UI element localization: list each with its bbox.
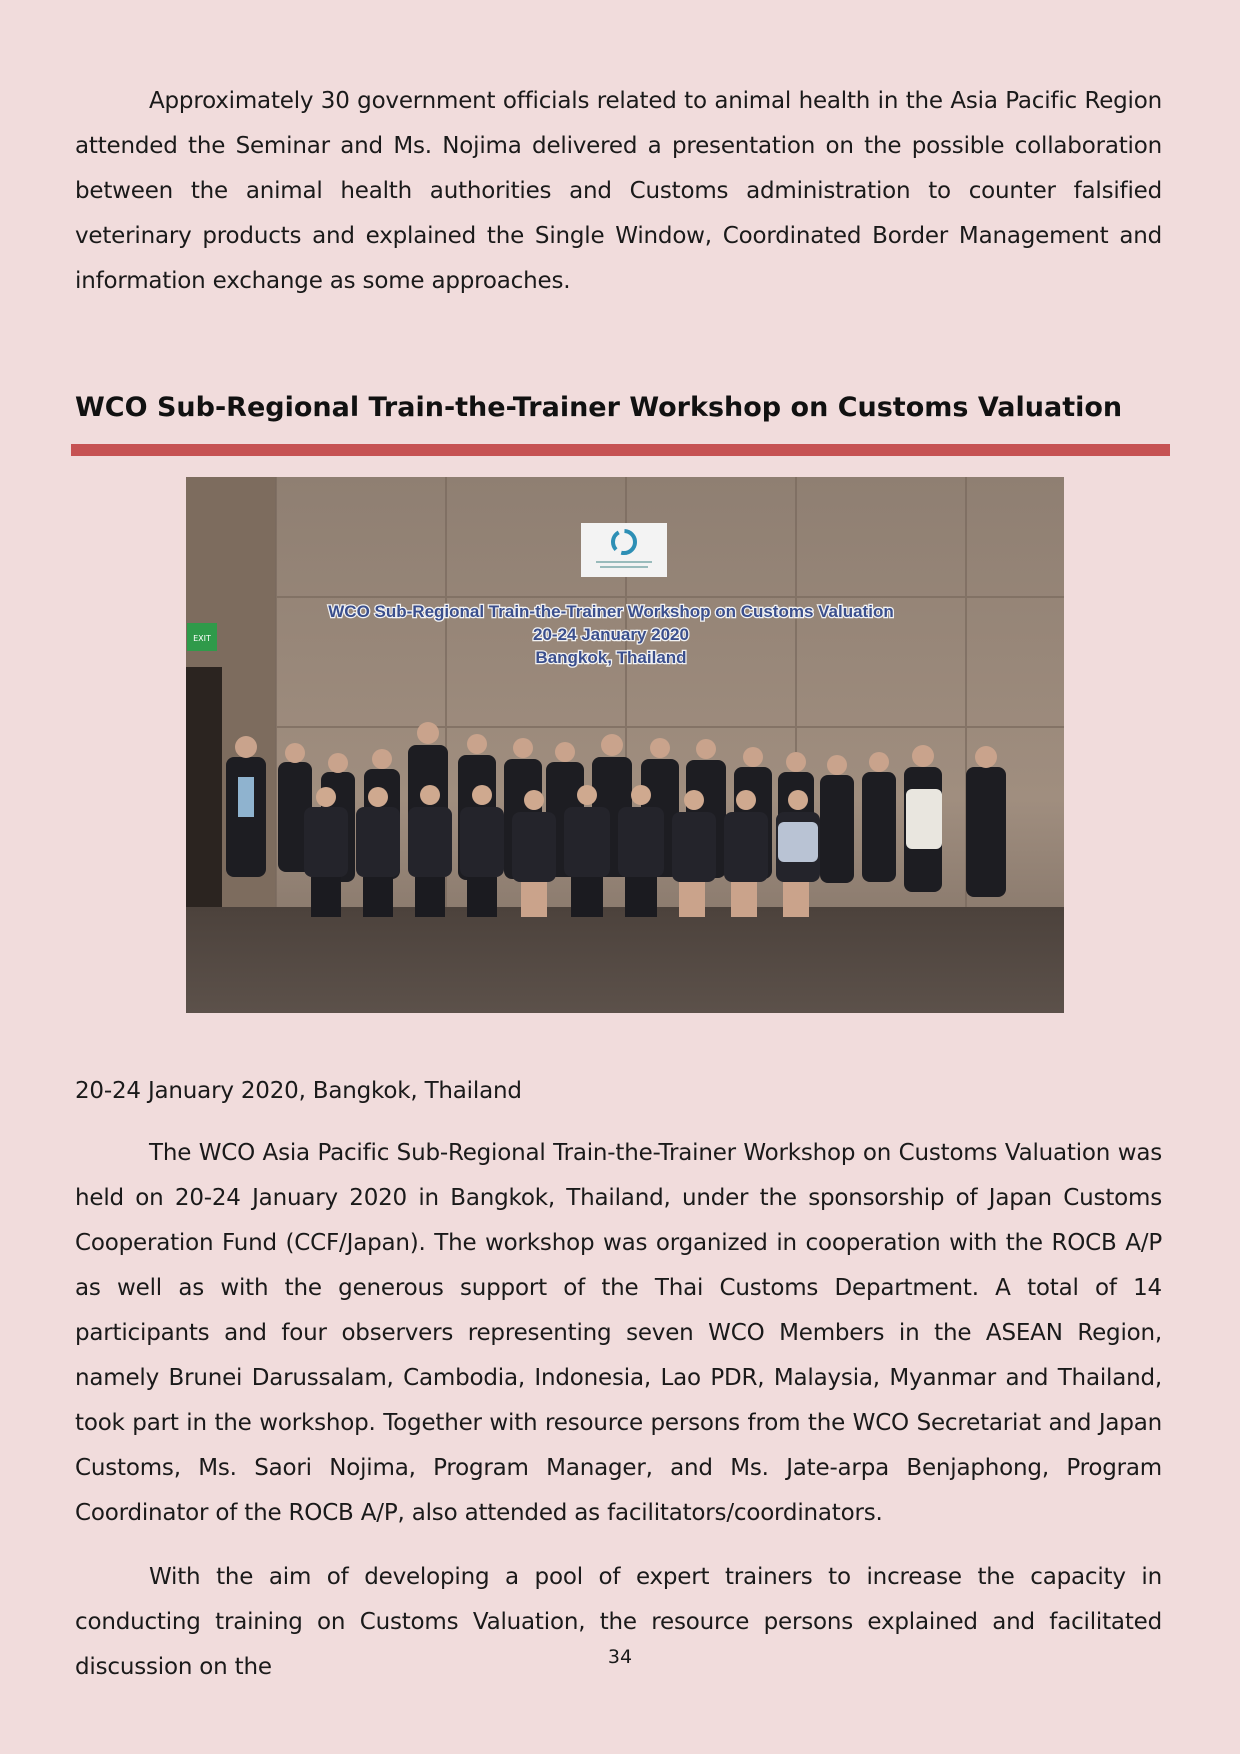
exit-sign-text: EXIT: [193, 634, 211, 643]
banner-title: WCO Sub-Regional Train-the-Trainer Workshop on Customs Valuation: [328, 602, 894, 621]
banner-location: Bangkok, Thailand: [535, 648, 687, 667]
group-photo: [186, 477, 1064, 1013]
body-paragraph-2: With the aim of developing a pool of expert trainers to increase the capacity in conducting training on Customs Valuation, the resource persons explained and facilitated discussion on the: [75, 1564, 1162, 1680]
banner-date: 20-24 January 2020: [533, 625, 689, 644]
event-dateline: 20-24 January 2020, Bangkok, Thailand: [75, 1078, 522, 1104]
page-number: 34: [607, 1646, 633, 1668]
body-paragraph-1: The WCO Asia Pacific Sub-Regional Train-the-Trainer Workshop on Customs Valuation was held on 20-24 January 2020 in Bangkok, Thailand, under the sponsorship of Japan Customs Cooperation Fund (CCF/Japan). The workshop was organized in cooperation with the ROCB A/P as well as with the generous support of the Thai Customs Department. A total of 14 participants and four observers representing seven WCO Members in the ASEAN Region, namely Brunei Darussalam, Cambodia, Indonesia, Lao PDR, Malaysia, Myanmar and Thailand, took part in the workshop. Together with resource persons from the WCO Secretariat and Japan Customs, Ms. Saori Nojima, Program Manager, and Ms. Jate-arpa Benjaphong, Program Coordinator of the ROCB A/P, also attended as facilitators/coordinators.: [75, 1140, 1162, 1526]
intro-paragraph: Approximately 30 government officials related to animal health in the Asia Pacific Region attended the Seminar and Ms. Nojima delivered a presentation on the possible collaboration between the animal health authorities and Customs administration to counter falsified veterinary products and explained the Single Window, Coordinated Border Management and information exchange as some approaches.: [75, 88, 1162, 294]
wco-logo-card: [581, 523, 667, 577]
heading-rule: [71, 444, 1170, 456]
section-heading: WCO Sub-Regional Train-the-Trainer Workshop on Customs Valuation: [75, 392, 1123, 423]
